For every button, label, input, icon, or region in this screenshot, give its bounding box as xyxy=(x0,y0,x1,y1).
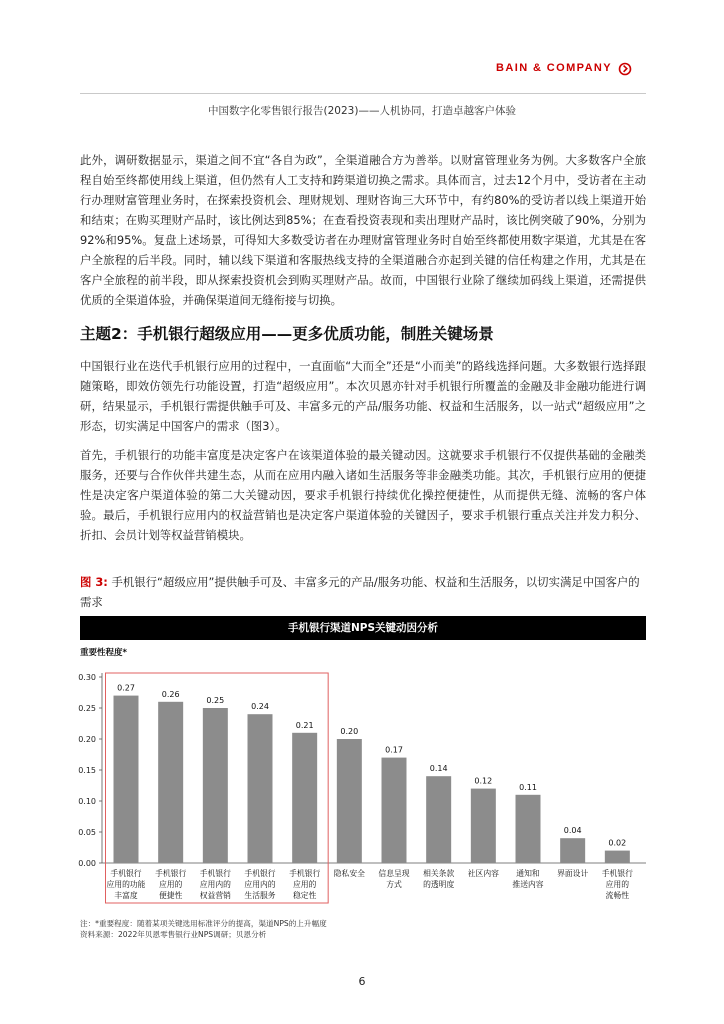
x-tick-label: 丰富度 xyxy=(114,891,138,900)
bar-value-label: 0.25 xyxy=(206,696,225,705)
x-tick-label: 手机银行 xyxy=(199,869,231,878)
y-axis-title: 重要性程度* xyxy=(80,648,127,658)
page-number: 6 xyxy=(358,975,366,988)
x-tick-label: 相关条款 xyxy=(423,869,455,878)
bar-value-label: 0.20 xyxy=(340,727,359,736)
x-tick-label: 方式 xyxy=(386,880,402,889)
x-tick-label: 隐私安全 xyxy=(333,869,365,878)
bar xyxy=(158,702,183,863)
y-tick-label: 0.25 xyxy=(78,704,96,713)
bar xyxy=(471,789,496,863)
bain-logo-icon xyxy=(618,62,632,76)
x-tick-label: 应用内的 xyxy=(199,880,231,889)
figure-caption-text: 手机银行“超级应用”提供触手可及、丰富多元的产品/服务功能、权益和生活服务，以切实满足中国客户的需求 xyxy=(80,575,640,609)
x-tick-label: 手机银行 xyxy=(110,869,142,878)
y-tick-label: 0.30 xyxy=(78,673,96,682)
bar xyxy=(605,851,630,863)
bar xyxy=(337,739,362,863)
x-tick-label: 的透明度 xyxy=(423,880,455,889)
x-tick-label: 应用的 xyxy=(158,880,183,889)
y-tick-label: 0.10 xyxy=(78,797,96,806)
x-tick-label: 界面设计 xyxy=(557,869,589,878)
x-tick-label: 社区内容 xyxy=(467,869,499,878)
bar xyxy=(292,733,317,863)
x-tick-label: 应用的 xyxy=(605,880,630,889)
footnote-source: 资料来源：2022年贝恩零售银行业NPS调研；贝恩分析 xyxy=(80,930,267,939)
y-tick-label: 0.00 xyxy=(78,859,96,868)
x-tick-label: 稳定性 xyxy=(292,891,317,900)
figure-caption xyxy=(80,572,646,612)
bar xyxy=(426,776,451,863)
bar-value-label: 0.21 xyxy=(295,720,314,730)
paragraph-key-drivers: 首先，手机银行的功能丰富度是决定客户在该渠道体验的最关键动因。这就要求手机银行不仅提供基础的金融类服务，还要与合作伙伴共建生态，从而在应用内融入诸如生活服务等非金融类功能。其次，手机银行应用的便捷性是决定客户渠道体验的第二大关键动因，要求手机银行持续优化操控便捷性，从而提供无缝、流畅的客户体验。最后，手机银行应用内的权益营销也是决定客户渠道体验的关键因子，要求手机银行重点关注并发力积分、折扣、会员计划等权益营销模块。 xyxy=(80,448,646,542)
nps-driver-bar-chart xyxy=(0,640,724,910)
bar xyxy=(516,795,541,863)
bar-value-label: 0.04 xyxy=(563,826,582,836)
x-tick-label: 流畅性 xyxy=(605,891,630,900)
y-tick-label: 0.20 xyxy=(78,735,96,744)
brand-name: BAIN & COMPANY xyxy=(496,62,612,74)
section-heading: 主题2：手机银行超级应用——更多优质功能，制胜关键场景 xyxy=(80,325,494,343)
bar-value-label: 0.17 xyxy=(385,745,403,755)
bar-value-label: 0.02 xyxy=(608,838,627,848)
bar-value-label: 0.12 xyxy=(474,776,493,786)
bar-value-label: 0.24 xyxy=(251,702,269,712)
report-title: 中国数字化零售银行报告(2023)——人机协同，打造卓越客户体验 xyxy=(208,105,516,117)
x-tick-label: 推送内容 xyxy=(512,880,544,889)
y-tick-label: 0.15 xyxy=(78,766,96,775)
paragraph-channel-integration: 此外，调研数据显示，渠道之间不宜“各自为政”，全渠道融合方为善举。以财富管理业务为例。大多数客户全旅程自始至终都使用线上渠道，但仍然有人工支持和跨渠道切换之需求。具体而言，过去12个月中，受访者在主动行办理财富管理业务时，在探索投资机会、理财规划、理财咨询三大环节中，有约80%的受访者以线上渠道开始和结束；在购买理财产品时，该比例达到85%；在查看投资表现和卖出理财产品时，该比例突破了90%，分别为92%和95%。复盘上述场景，可得知大多数受访者在办理财富管理业务时自始至终都使用数字渠道，尤其是在客户全旅程的后半段。同时，辅以线下渠道和客服热线支持的全渠道融合亦起到关键的信任构建之作用，尤其是在客户全旅程的前半段，即从探索投资机会到购买理财产品。故而，中国银行业除了继续加码线上渠道，还需提供优质的全渠道体验，并确保渠道间无缝衔接与切换。 xyxy=(80,153,646,307)
x-tick-label: 应用的 xyxy=(292,880,317,889)
bar-value-label: 0.14 xyxy=(429,764,448,774)
bar xyxy=(203,708,228,863)
bar xyxy=(382,758,407,863)
bar xyxy=(560,838,585,863)
bar xyxy=(248,714,273,863)
x-tick-label: 手机银行 xyxy=(155,869,187,878)
x-tick-label: 手机银行 xyxy=(601,869,633,878)
y-tick-label: 0.05 xyxy=(78,828,96,837)
x-tick-label: 权益营销 xyxy=(199,891,231,900)
x-tick-label: 应用内的 xyxy=(244,880,276,889)
x-tick-label: 通知和 xyxy=(516,869,540,878)
header-divider xyxy=(80,93,646,94)
bar-value-label: 0.27 xyxy=(117,683,135,693)
bar-value-label: 0.26 xyxy=(161,689,180,699)
x-tick-label: 应用的功能 xyxy=(106,880,146,889)
bar xyxy=(114,696,139,863)
x-tick-label: 生活服务 xyxy=(244,891,276,900)
x-tick-label: 信息呈现 xyxy=(378,869,410,878)
x-tick-label: 便捷性 xyxy=(158,891,183,900)
footnote-importance: 注：*重要程度：随着某项关键选用标准评分的提高，渠道NPS的上升幅度 xyxy=(80,919,327,928)
x-tick-label: 手机银行 xyxy=(289,869,321,878)
chart-title: 手机银行渠道NPS关键动因分析 xyxy=(80,616,646,640)
paragraph-super-app: 中国银行业在迭代手机银行应用的过程中，一直面临“大而全”还是“小而美”的路线选择问题。大多数银行选择跟随策略，即效仿领先行功能设置，打造“超级应用”。本次贝恩亦针对手机银行所覆盖的金融及非金融功能进行调研，结果显示，手机银行需提供触手可及、丰富多元的产品/服务功能、权益和生活服务，以一站式“超级应用”之形态，切实满足中国客户的需求（图3）。 xyxy=(80,359,646,433)
bar-value-label: 0.11 xyxy=(519,782,537,792)
figure-label: 图 3: xyxy=(80,575,108,589)
x-tick-label: 手机银行 xyxy=(244,869,276,878)
